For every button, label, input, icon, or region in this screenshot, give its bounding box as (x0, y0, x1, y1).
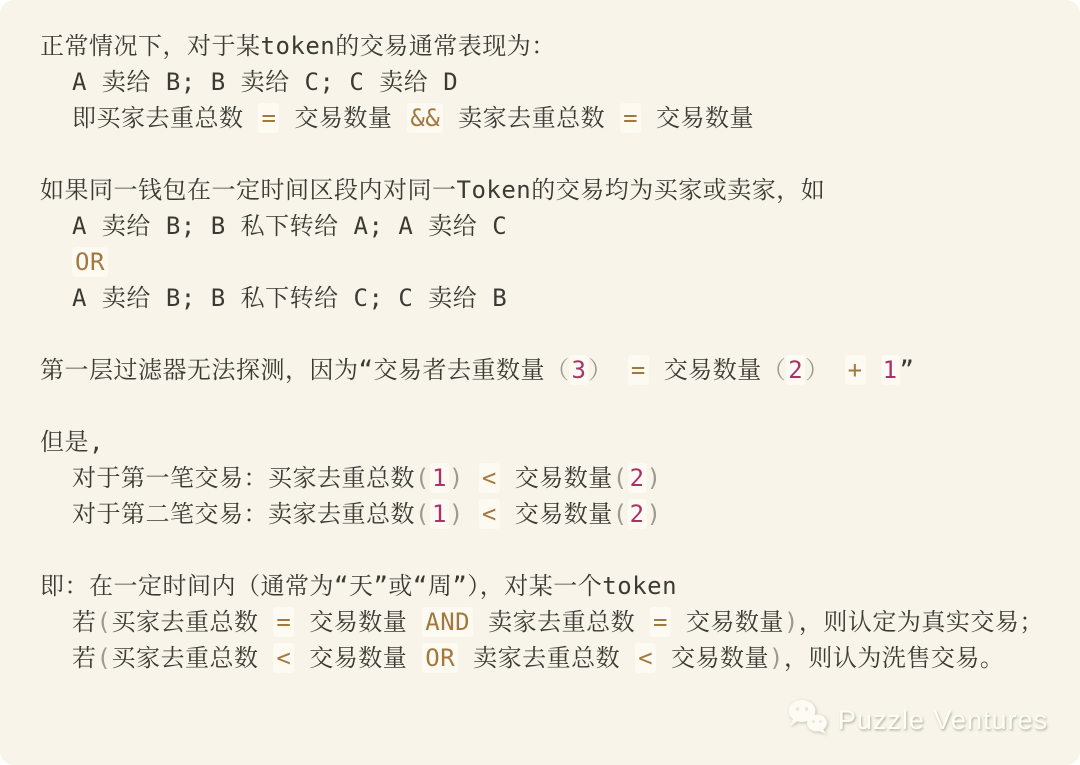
text-segment: 但是, (40, 428, 104, 456)
text-line (40, 424, 1060, 460)
text-segment: 卖家去重总数 (473, 608, 651, 636)
operator-token: = (258, 103, 279, 133)
text-segment: A 卖给 B; B 私下转给 C; C 卖给 B (72, 284, 508, 312)
text-segment: 正常情况下，对于某token的交易通常表现为： (40, 32, 556, 60)
operator-token: AND (422, 607, 473, 637)
text-segment: 卖家去重总数 (458, 644, 636, 672)
text-segment: 交易数量 (670, 608, 784, 636)
paren-token: ( (415, 500, 430, 528)
operator-token: = (620, 103, 641, 133)
watermark-label: Puzzle Ventures (837, 705, 1048, 735)
paren-token: ( (612, 464, 628, 492)
text-segment: 即：在一定时间内（通常为“天”或“周”），对某一个token (40, 572, 678, 600)
paren-token: ( (415, 464, 430, 492)
paren-token: ) (646, 464, 662, 492)
paren-token: （ (761, 356, 787, 384)
paren-token: ( (96, 644, 112, 672)
text-segment: ，则认定为真实交易； (798, 608, 1044, 636)
text-segment: 交易数量 (294, 608, 423, 636)
text-line (40, 640, 1060, 676)
paren-token: ( (96, 608, 112, 636)
text-line (40, 100, 1060, 136)
paren-token: ( (612, 500, 628, 528)
number-token: 2 (788, 356, 804, 384)
text-segment: 如果同一钱包在一定时间区段内对同一Token的交易均为买家或卖家，如 (40, 176, 826, 204)
text-segment (866, 356, 881, 384)
text-segment: 交易数量 (294, 644, 423, 672)
text-segment: 交易数量 (641, 104, 755, 132)
number-token: 1 (431, 464, 447, 492)
text-line (40, 64, 1060, 100)
operator-token: + (845, 355, 866, 385)
text-segment (613, 356, 628, 384)
wechat-logo-icon (786, 698, 830, 743)
operator-token: < (635, 643, 656, 673)
paren-token: （ (544, 356, 570, 384)
number-token: 1 (882, 356, 898, 384)
number-token: 1 (431, 500, 447, 528)
text-line (40, 496, 1060, 532)
paren-token: ) (448, 500, 464, 528)
text-line (40, 28, 1060, 64)
text-segment: 交易数量 (499, 500, 613, 528)
text-segment: 买家去重总数 (111, 644, 274, 672)
paragraph (40, 28, 1060, 136)
text-segment: 即买家去重总数 (72, 104, 259, 132)
text-segment: 第一层过滤器无法探测，因为“交易者去重数量 (40, 356, 545, 384)
watermark (786, 698, 1048, 743)
operator-token: = (273, 607, 294, 637)
note-content (40, 28, 1060, 676)
text-line (40, 244, 1060, 280)
text-segment: 交易数量 (279, 104, 408, 132)
operator-token: < (479, 463, 500, 493)
paren-token: ) (768, 644, 784, 672)
text-segment: 卖家去重总数 (443, 104, 621, 132)
operator-token: OR (72, 247, 108, 277)
text-segment: 若 (72, 608, 97, 636)
text-segment: ，则认为洗售交易。 (783, 644, 1005, 672)
text-segment: 交易数量 (499, 464, 613, 492)
text-segment: 交易数量 (648, 356, 762, 384)
text-line (40, 568, 1060, 604)
text-line (40, 280, 1060, 316)
text-segment: ” (899, 356, 915, 384)
text-line (40, 172, 1060, 208)
paren-token: ） (588, 356, 613, 384)
paragraph (40, 172, 1060, 316)
paren-token: ） (805, 356, 830, 384)
operator-token: = (650, 607, 671, 637)
text-segment: 若 (72, 644, 97, 672)
text-line (40, 208, 1060, 244)
text-line (40, 460, 1060, 496)
operator-token: OR (422, 643, 458, 673)
text-segment: 对于第二笔交易：卖家去重总数 (72, 500, 415, 528)
text-segment: A 卖给 B; B 私下转给 A; A 卖给 C (72, 212, 508, 240)
text-segment (830, 356, 845, 384)
paragraph (40, 568, 1060, 676)
operator-token: < (479, 499, 500, 529)
text-segment: 交易数量 (656, 644, 769, 672)
text-segment (464, 464, 479, 492)
text-line (40, 352, 1060, 388)
text-segment: 买家去重总数 (111, 608, 274, 636)
number-token: 3 (571, 356, 587, 384)
text-segment: 对于第一笔交易：买家去重总数 (72, 464, 415, 492)
text-segment (464, 500, 479, 528)
text-line (40, 604, 1060, 640)
paragraph (40, 424, 1060, 532)
number-token: 2 (629, 464, 645, 492)
paren-token: ) (646, 500, 662, 528)
paren-token: ) (783, 608, 799, 636)
paragraph (40, 352, 1060, 388)
number-token: 2 (629, 500, 645, 528)
operator-token: && (407, 103, 443, 133)
paren-token: ) (448, 464, 464, 492)
operator-token: < (273, 643, 294, 673)
text-segment: A 卖给 B; B 卖给 C; C 卖给 D (72, 68, 459, 96)
operator-token: = (628, 355, 649, 385)
